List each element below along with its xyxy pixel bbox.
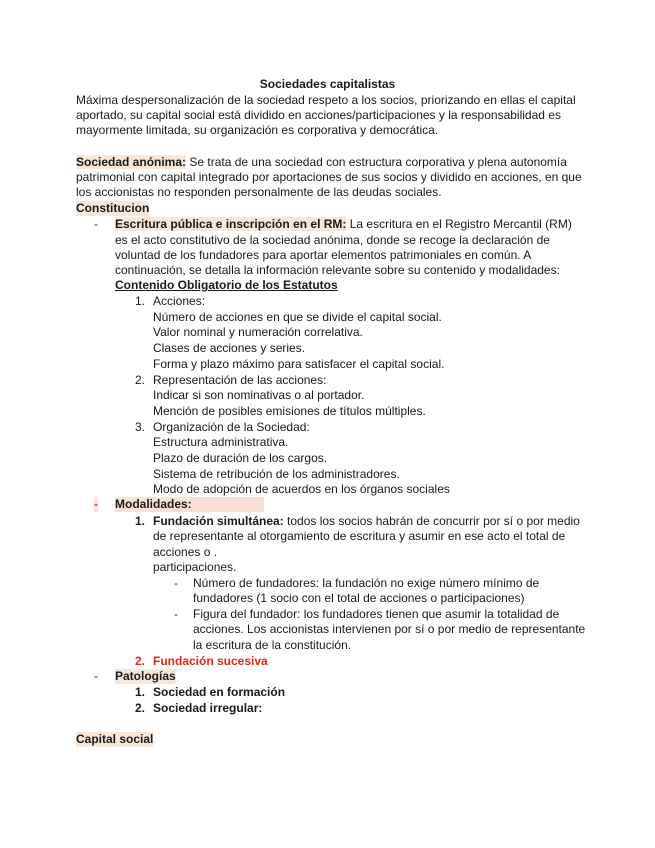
sub-line: la escritura de la constitución.: [193, 638, 352, 652]
item-line: Plazo de duración de los cargos.: [153, 451, 328, 465]
escritura-line: es el acto constitutivo de la sociedad anónima, donde se recoge la declaración de: [115, 233, 550, 247]
f1-line: participaciones.: [153, 560, 237, 574]
escritura-line: voluntad de los fundadores para aportar elementos patrimoniales en común. A: [115, 248, 532, 262]
capital-social-heading: Capital social: [76, 732, 154, 746]
f1-line: de representante al otorgamiento de escritura y asumir en ese acto el total de: [153, 529, 566, 543]
page-title: Sociedades capitalistas: [259, 77, 396, 91]
sa-line: los accionistas no responden personalmente de las deudas sociales.: [76, 185, 442, 199]
escritura-label: Escritura pública e inscripción en el RM:: [115, 217, 347, 231]
item-line: Forma y plazo máximo para satisfacer el capital social.: [153, 357, 445, 371]
bullet-dash: -: [174, 607, 178, 621]
item-number: 1.: [135, 514, 146, 528]
f1-label: Fundación simultánea:: [153, 514, 284, 528]
bullet-dash: -: [174, 576, 178, 590]
escritura-line: continuación, se detalla la información relevante sobre su contenido y modalidades:: [115, 263, 560, 277]
patologia-item: Sociedad irregular:: [153, 701, 263, 715]
item-line: Número de acciones en que se divide el capital social.: [153, 310, 442, 324]
patologias-heading: Patologías: [115, 669, 176, 683]
intro-line: Máxima despersonalización de la sociedad respeto a los socios, priorizando en ellas el capital: [76, 93, 576, 107]
item-line: Mención de posibles emisiones de títulos múltiples.: [153, 404, 426, 418]
patologia-item: Sociedad en formación: [153, 685, 286, 699]
f1-line: [153, 514, 580, 529]
item-line: Estructura administrativa.: [153, 435, 289, 449]
item-line: Indicar si son nominativas o al portador.: [153, 388, 365, 402]
modalidades-heading: Modalidades:: [115, 497, 264, 512]
item-number: 2.: [135, 701, 146, 715]
item-number: 1.: [135, 685, 146, 699]
item-line: Valor nominal y numeración correlativa.: [153, 325, 363, 339]
item-number: 1.: [135, 294, 146, 308]
sa-text: Se trata de una sociedad con estructura corporativa y plena autonomía: [186, 155, 567, 169]
bullet-dash: -: [94, 217, 98, 231]
sub-line: acciones. Los accionistas intervienen por sí o por medio de representante: [193, 622, 586, 636]
item-title: Representación de las acciones:: [153, 373, 327, 387]
f1-line: acciones o .: [153, 545, 218, 559]
item-number: 2.: [135, 654, 146, 668]
sub-line: fundadores (1 socio con el total de acciones o participaciones): [193, 591, 525, 605]
intro-line: mayormente limitada, su organización es corporativa y democrática.: [76, 123, 439, 137]
item-line: Sistema de retribución de los administradores.: [153, 467, 400, 481]
item-title: Organización de la Sociedad:: [153, 420, 310, 434]
bullet-dash: -: [94, 669, 98, 683]
escritura-text: La escritura en el Registro Mercantil (RM): [346, 217, 572, 231]
intro-line: aportado, su capital social está dividido en acciones/participaciones y la responsabilidad es: [76, 108, 561, 122]
escritura-line: [115, 217, 572, 232]
item-number: 3.: [135, 420, 146, 434]
f2-label: Fundación sucesiva: [153, 654, 268, 668]
contenido-heading: Contenido Obligatorio de los Estatutos: [115, 278, 338, 292]
bullet-dash: -: [94, 497, 98, 511]
sa-line: [76, 155, 567, 170]
item-line: Modo de adopción de acuerdos en los órganos sociales: [153, 482, 450, 496]
f1-text: todos los socios habrán de concurrir por sí o por medio: [283, 514, 580, 528]
sub-line: Número de fundadores: la fundación no exige número mínimo de: [193, 576, 540, 590]
item-number: 2.: [135, 373, 146, 387]
constitucion-heading: Constitucion: [76, 201, 150, 215]
item-line: Clases de acciones y series.: [153, 341, 306, 355]
sa-line: patrimonial con capital integrado por aportaciones de sus socios y dividido en acciones, en que: [76, 170, 582, 184]
sub-line: Figura del fundador: los fundadores tienen que asumir la totalidad de: [193, 607, 560, 621]
item-title: Acciones:: [153, 294, 206, 308]
sa-label: Sociedad anónima:: [76, 155, 187, 169]
